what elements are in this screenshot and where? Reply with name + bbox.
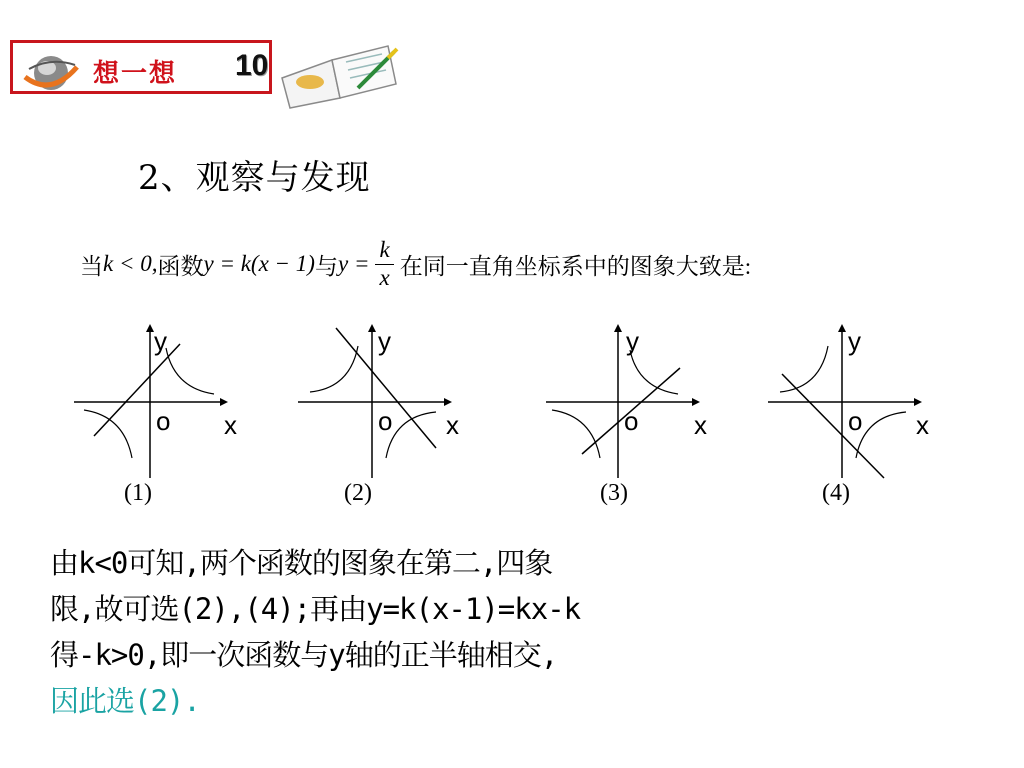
fraction-denominator: x — [379, 264, 390, 290]
graph4-caption: (4) — [822, 480, 850, 506]
graph3-origin-label: o — [624, 406, 639, 436]
graph4-origin-label: o — [848, 406, 863, 436]
header-box — [10, 40, 272, 94]
inverse-function-lhs: y = — [337, 251, 370, 276]
question-text2: 与 — [314, 253, 338, 279]
graph1-caption: (1) — [124, 480, 152, 506]
linear-function: y = k(x − 1) — [203, 251, 315, 276]
graph-option-3 — [542, 318, 742, 528]
graph2-origin-label: o — [378, 406, 393, 436]
question-text — [80, 226, 1000, 302]
fraction-numerator: k — [375, 237, 393, 264]
solution-line-3: 得-k>0,即一次函数与y轴的正半轴相交, — [50, 638, 558, 672]
graph3-caption: (3) — [600, 480, 628, 506]
graph1-origin-label: o — [156, 406, 171, 436]
graph3-y-label: y — [626, 326, 639, 356]
question-condition: k < 0, — [103, 251, 158, 276]
open-book-icon — [276, 38, 402, 110]
section-title: 2、观察与发现 — [138, 158, 371, 198]
solution-line-1: 由k<0可知,两个函数的图象在第二,四象 — [50, 546, 553, 580]
graph2-x-label: x — [446, 410, 459, 440]
solution-answer: 因此选(2). — [50, 684, 200, 718]
header-number: 10 — [235, 49, 269, 82]
fraction — [375, 237, 393, 291]
graph2-y-label: y — [378, 326, 391, 356]
globe-icon — [21, 47, 81, 97]
solution-text — [50, 540, 770, 724]
graph4-x-label: x — [916, 410, 929, 440]
question-text1: 函数 — [157, 253, 204, 279]
graph-option-4 — [764, 318, 964, 528]
graph4-y-label: y — [848, 326, 861, 356]
question-lead: 当 — [80, 253, 103, 279]
graph1-y-label: y — [154, 326, 167, 356]
graph3-x-label: x — [694, 410, 707, 440]
graph-option-1 — [70, 318, 270, 528]
solution-line-2: 限,故可选(2),(4);再由y=k(x-1)=kx-k — [50, 592, 581, 626]
header-title: 想一想 — [93, 59, 178, 89]
graph1-x-label: x — [224, 410, 237, 440]
question-text3: 在同一直角坐标系中的图象大致是: — [399, 253, 752, 279]
graph2-caption: (2) — [344, 480, 372, 506]
graph-option-2 — [294, 318, 494, 528]
